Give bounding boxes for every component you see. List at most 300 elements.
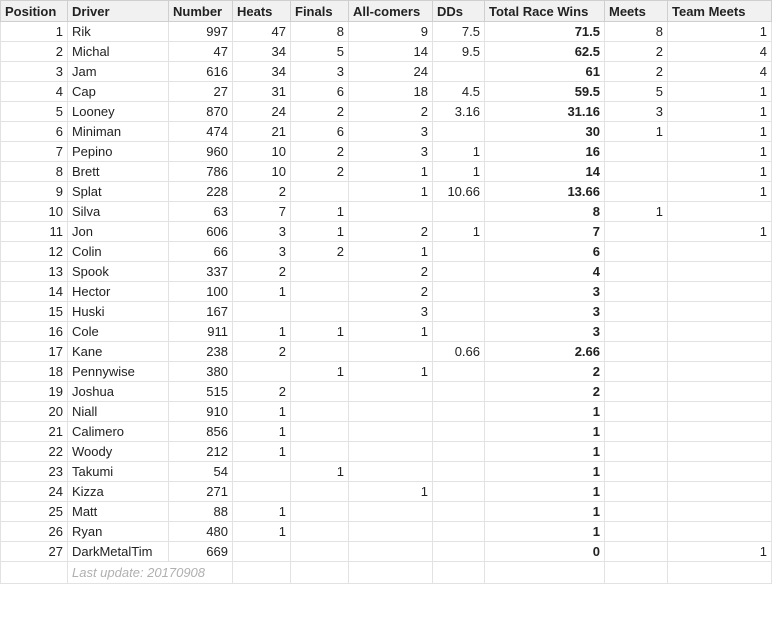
cell-driver[interactable]: Splat [68,182,169,202]
cell-number[interactable]: 167 [169,302,233,322]
last-update-note[interactable]: Last update: 20170908 [68,562,233,584]
cell-meets[interactable] [605,442,668,462]
cell-position[interactable]: 1 [1,22,68,42]
cell-number[interactable]: 66 [169,242,233,262]
cell-meets[interactable] [605,482,668,502]
cell-team-meets[interactable] [668,442,772,462]
cell-dds[interactable] [433,462,485,482]
cell-driver[interactable]: Kizza [68,482,169,502]
cell-driver[interactable]: Colin [68,242,169,262]
header-driver[interactable]: Driver [68,1,169,22]
cell-meets[interactable]: 8 [605,22,668,42]
cell-total-race-wins[interactable]: 3 [485,302,605,322]
cell-heats[interactable]: 3 [233,242,291,262]
cell-number[interactable]: 228 [169,182,233,202]
cell-dds[interactable]: 1 [433,222,485,242]
cell-meets[interactable] [605,342,668,362]
cell-driver[interactable]: Michal [68,42,169,62]
cell-all-comers[interactable]: 1 [349,362,433,382]
table-row [1,42,772,62]
cell-position[interactable]: 8 [1,162,68,182]
cell-driver[interactable]: Huski [68,302,169,322]
cell-team-meets[interactable]: 1 [668,182,772,202]
cell-all-comers[interactable]: 3 [349,122,433,142]
cell-team-meets[interactable]: 1 [668,102,772,122]
cell-total-race-wins[interactable]: 2.66 [485,342,605,362]
cell-team-meets[interactable] [668,482,772,502]
header-team-meets[interactable]: Team Meets [668,1,772,22]
cell-all-comers[interactable]: 1 [349,242,433,262]
cell-team-meets[interactable]: 4 [668,62,772,82]
cell-team-meets[interactable]: 1 [668,142,772,162]
cell-meets[interactable] [605,142,668,162]
cell-position[interactable]: 27 [1,542,68,562]
cell-all-comers[interactable]: 1 [349,482,433,502]
cell-heats[interactable]: 1 [233,522,291,542]
cell-meets[interactable] [605,162,668,182]
cell-dds[interactable]: 0.66 [433,342,485,362]
cell-all-comers[interactable] [349,422,433,442]
header-position[interactable]: Position [1,1,68,22]
cell-finals[interactable]: 2 [291,102,349,122]
cell-position[interactable]: 17 [1,342,68,362]
cell-finals[interactable]: 5 [291,42,349,62]
footer-cell[interactable] [605,562,668,584]
cell-all-comers[interactable]: 24 [349,62,433,82]
cell-total-race-wins[interactable]: 2 [485,382,605,402]
footer-cell[interactable] [291,562,349,584]
cell-meets[interactable] [605,522,668,542]
cell-heats[interactable] [233,482,291,502]
cell-dds[interactable]: 3.16 [433,102,485,122]
cell-driver[interactable]: Woody [68,442,169,462]
header-finals[interactable]: Finals [291,1,349,22]
cell-driver[interactable]: Ryan [68,522,169,542]
cell-heats[interactable]: 1 [233,422,291,442]
cell-dds[interactable] [433,362,485,382]
footer-row [1,562,772,584]
cell-position[interactable]: 5 [1,102,68,122]
cell-all-comers[interactable] [349,502,433,522]
cell-team-meets[interactable]: 1 [668,162,772,182]
cell-number[interactable]: 88 [169,502,233,522]
cell-position[interactable]: 19 [1,382,68,402]
cell-finals[interactable]: 6 [291,122,349,142]
cell-finals[interactable] [291,342,349,362]
cell-dds[interactable] [433,262,485,282]
cell-number[interactable]: 47 [169,42,233,62]
cell-position[interactable]: 10 [1,202,68,222]
cell-number[interactable]: 238 [169,342,233,362]
cell-dds[interactable] [433,122,485,142]
cell-dds[interactable] [433,382,485,402]
table-row [1,362,772,382]
cell-total-race-wins[interactable]: 16 [485,142,605,162]
cell-heats[interactable]: 24 [233,102,291,122]
cell-team-meets[interactable] [668,422,772,442]
cell-driver[interactable]: Niall [68,402,169,422]
cell-position[interactable]: 18 [1,362,68,382]
cell-number[interactable]: 515 [169,382,233,402]
cell-total-race-wins[interactable]: 71.5 [485,22,605,42]
cell-number[interactable]: 997 [169,22,233,42]
cell-position[interactable]: 15 [1,302,68,322]
cell-position[interactable]: 14 [1,282,68,302]
cell-position[interactable]: 21 [1,422,68,442]
cell-position[interactable]: 16 [1,322,68,342]
cell-all-comers[interactable]: 1 [349,322,433,342]
cell-heats[interactable]: 1 [233,442,291,462]
cell-number[interactable]: 474 [169,122,233,142]
cell-heats[interactable]: 10 [233,142,291,162]
cell-dds[interactable] [433,442,485,462]
cell-heats[interactable]: 1 [233,502,291,522]
cell-finals[interactable] [291,382,349,402]
cell-all-comers[interactable]: 2 [349,282,433,302]
table-row [1,162,772,182]
cell-position[interactable]: 12 [1,242,68,262]
cell-meets[interactable]: 1 [605,202,668,222]
cell-position[interactable]: 11 [1,222,68,242]
cell-total-race-wins[interactable]: 1 [485,422,605,442]
cell-finals[interactable]: 2 [291,242,349,262]
cell-number[interactable]: 63 [169,202,233,222]
cell-finals[interactable]: 1 [291,202,349,222]
cell-total-race-wins[interactable]: 8 [485,202,605,222]
cell-total-race-wins[interactable]: 7 [485,222,605,242]
cell-number[interactable]: 54 [169,462,233,482]
cell-position[interactable]: 6 [1,122,68,142]
cell-all-comers[interactable] [349,542,433,562]
cell-finals[interactable] [291,442,349,462]
table-row [1,142,772,162]
cell-total-race-wins[interactable]: 2 [485,362,605,382]
cell-all-comers[interactable]: 1 [349,162,433,182]
cell-total-race-wins[interactable]: 30 [485,122,605,142]
cell-team-meets[interactable] [668,502,772,522]
cell-driver[interactable]: Matt [68,502,169,522]
footer-cell[interactable] [233,562,291,584]
cell-total-race-wins[interactable]: 3 [485,282,605,302]
cell-driver[interactable]: Silva [68,202,169,222]
cell-all-comers[interactable]: 14 [349,42,433,62]
cell-driver[interactable]: Pepino [68,142,169,162]
cell-team-meets[interactable] [668,402,772,422]
cell-meets[interactable]: 2 [605,42,668,62]
cell-position[interactable]: 2 [1,42,68,62]
cell-finals[interactable] [291,282,349,302]
cell-driver[interactable]: Spook [68,262,169,282]
cell-all-comers[interactable]: 3 [349,302,433,322]
cell-heats[interactable] [233,362,291,382]
cell-team-meets[interactable] [668,242,772,262]
cell-dds[interactable] [433,522,485,542]
cell-position[interactable]: 7 [1,142,68,162]
cell-meets[interactable]: 3 [605,102,668,122]
cell-number[interactable]: 606 [169,222,233,242]
cell-total-race-wins[interactable]: 62.5 [485,42,605,62]
cell-position[interactable]: 9 [1,182,68,202]
cell-number[interactable]: 27 [169,82,233,102]
cell-team-meets[interactable] [668,202,772,222]
table-row [1,442,772,462]
cell-finals[interactable]: 8 [291,22,349,42]
cell-dds[interactable] [433,322,485,342]
cell-dds[interactable] [433,482,485,502]
cell-heats[interactable]: 2 [233,262,291,282]
cell-driver[interactable]: Jam [68,62,169,82]
cell-heats[interactable]: 21 [233,122,291,142]
cell-all-comers[interactable] [349,402,433,422]
cell-meets[interactable]: 5 [605,82,668,102]
cell-all-comers[interactable] [349,522,433,542]
cell-number[interactable]: 960 [169,142,233,162]
cell-total-race-wins[interactable]: 61 [485,62,605,82]
cell-all-comers[interactable] [349,442,433,462]
cell-heats[interactable]: 1 [233,402,291,422]
cell-team-meets[interactable] [668,282,772,302]
cell-total-race-wins[interactable]: 1 [485,462,605,482]
cell-driver[interactable]: Joshua [68,382,169,402]
cell-driver[interactable]: DarkMetalTim [68,542,169,562]
cell-number[interactable]: 856 [169,422,233,442]
cell-position[interactable]: 24 [1,482,68,502]
header-total-race-wins[interactable]: Total Race Wins [485,1,605,22]
cell-driver[interactable]: Looney [68,102,169,122]
cell-meets[interactable] [605,182,668,202]
footer-cell[interactable] [433,562,485,584]
cell-all-comers[interactable] [349,202,433,222]
cell-meets[interactable] [605,302,668,322]
cell-driver[interactable]: Kane [68,342,169,362]
cell-meets[interactable] [605,542,668,562]
cell-finals[interactable] [291,502,349,522]
cell-all-comers[interactable] [349,462,433,482]
cell-team-meets[interactable]: 1 [668,122,772,142]
cell-heats[interactable]: 7 [233,202,291,222]
cell-position[interactable]: 4 [1,82,68,102]
cell-position[interactable]: 3 [1,62,68,82]
cell-meets[interactable] [605,262,668,282]
cell-number[interactable]: 380 [169,362,233,382]
cell-total-race-wins[interactable]: 1 [485,482,605,502]
cell-position[interactable]: 22 [1,442,68,462]
cell-driver[interactable]: Pennywise [68,362,169,382]
cell-meets[interactable] [605,282,668,302]
cell-dds[interactable] [433,282,485,302]
cell-driver[interactable]: Jon [68,222,169,242]
cell-driver[interactable]: Miniman [68,122,169,142]
cell-driver[interactable]: Cole [68,322,169,342]
cell-all-comers[interactable]: 2 [349,262,433,282]
cell-finals[interactable]: 1 [291,222,349,242]
cell-heats[interactable]: 1 [233,322,291,342]
cell-all-comers[interactable]: 18 [349,82,433,102]
table-row [1,462,772,482]
cell-heats[interactable]: 3 [233,222,291,242]
footer-cell[interactable] [349,562,433,584]
cell-total-race-wins[interactable]: 0 [485,542,605,562]
cell-number[interactable]: 669 [169,542,233,562]
cell-dds[interactable]: 7.5 [433,22,485,42]
cell-all-comers[interactable]: 3 [349,142,433,162]
cell-dds[interactable] [433,502,485,522]
cell-number[interactable]: 212 [169,442,233,462]
cell-team-meets[interactable]: 1 [668,222,772,242]
cell-all-comers[interactable]: 1 [349,182,433,202]
cell-position[interactable]: 13 [1,262,68,282]
header-dds[interactable]: DDs [433,1,485,22]
footer-cell[interactable] [668,562,772,584]
cell-number[interactable]: 100 [169,282,233,302]
cell-finals[interactable] [291,302,349,322]
cell-meets[interactable] [605,402,668,422]
cell-dds[interactable]: 1 [433,142,485,162]
cell-heats[interactable]: 2 [233,342,291,362]
cell-total-race-wins[interactable]: 6 [485,242,605,262]
cell-dds[interactable] [433,62,485,82]
cell-team-meets[interactable] [668,302,772,322]
table-row [1,82,772,102]
table-row [1,422,772,442]
cell-team-meets[interactable] [668,462,772,482]
cell-team-meets[interactable] [668,342,772,362]
footer-cell[interactable] [1,562,68,584]
cell-team-meets[interactable]: 1 [668,22,772,42]
cell-finals[interactable]: 1 [291,362,349,382]
cell-finals[interactable]: 2 [291,142,349,162]
cell-meets[interactable] [605,462,668,482]
cell-total-race-wins[interactable]: 1 [485,402,605,422]
cell-finals[interactable]: 1 [291,462,349,482]
cell-total-race-wins[interactable]: 14 [485,162,605,182]
cell-meets[interactable] [605,422,668,442]
cell-dds[interactable]: 4.5 [433,82,485,102]
cell-heats[interactable]: 34 [233,62,291,82]
cell-total-race-wins[interactable]: 59.5 [485,82,605,102]
cell-number[interactable]: 271 [169,482,233,502]
cell-number[interactable]: 786 [169,162,233,182]
cell-meets[interactable] [605,322,668,342]
cell-dds[interactable] [433,202,485,222]
cell-meets[interactable] [605,242,668,262]
cell-driver[interactable]: Brett [68,162,169,182]
cell-total-race-wins[interactable]: 31.16 [485,102,605,122]
cell-meets[interactable] [605,382,668,402]
cell-dds[interactable] [433,242,485,262]
cell-all-comers[interactable]: 9 [349,22,433,42]
cell-finals[interactable] [291,262,349,282]
cell-finals[interactable] [291,482,349,502]
cell-heats[interactable]: 47 [233,22,291,42]
cell-driver[interactable]: Takumi [68,462,169,482]
cell-meets[interactable]: 2 [605,62,668,82]
cell-team-meets[interactable]: 4 [668,42,772,62]
cell-position[interactable]: 25 [1,502,68,522]
cell-team-meets[interactable] [668,382,772,402]
cell-dds[interactable] [433,422,485,442]
table-row [1,322,772,342]
cell-driver[interactable]: Cap [68,82,169,102]
cell-number[interactable]: 870 [169,102,233,122]
cell-dds[interactable] [433,542,485,562]
cell-finals[interactable]: 2 [291,162,349,182]
cell-meets[interactable] [605,362,668,382]
cell-total-race-wins[interactable]: 13.66 [485,182,605,202]
cell-all-comers[interactable] [349,382,433,402]
cell-total-race-wins[interactable]: 1 [485,442,605,462]
cell-number[interactable]: 616 [169,62,233,82]
cell-dds[interactable] [433,402,485,422]
cell-all-comers[interactable]: 2 [349,102,433,122]
cell-finals[interactable] [291,402,349,422]
cell-finals[interactable] [291,522,349,542]
cell-position[interactable]: 23 [1,462,68,482]
header-heats[interactable]: Heats [233,1,291,22]
cell-heats[interactable]: 2 [233,182,291,202]
table-row [1,222,772,242]
cell-meets[interactable] [605,222,668,242]
cell-heats[interactable] [233,302,291,322]
cell-driver[interactable]: Rik [68,22,169,42]
cell-team-meets[interactable]: 1 [668,82,772,102]
cell-heats[interactable]: 2 [233,382,291,402]
cell-position[interactable]: 20 [1,402,68,422]
cell-all-comers[interactable]: 2 [349,222,433,242]
header-meets[interactable]: Meets [605,1,668,22]
cell-team-meets[interactable] [668,262,772,282]
cell-team-meets[interactable] [668,362,772,382]
cell-dds[interactable]: 9.5 [433,42,485,62]
cell-total-race-wins[interactable]: 3 [485,322,605,342]
cell-finals[interactable]: 1 [291,322,349,342]
cell-team-meets[interactable] [668,522,772,542]
footer-cell[interactable] [485,562,605,584]
cell-team-meets[interactable] [668,322,772,342]
cell-dds[interactable]: 10.66 [433,182,485,202]
cell-total-race-wins[interactable]: 1 [485,502,605,522]
cell-finals[interactable]: 3 [291,62,349,82]
cell-total-race-wins[interactable]: 4 [485,262,605,282]
cell-heats[interactable] [233,462,291,482]
cell-all-comers[interactable] [349,342,433,362]
cell-meets[interactable]: 1 [605,122,668,142]
cell-dds[interactable]: 1 [433,162,485,182]
cell-finals[interactable]: 6 [291,82,349,102]
cell-driver[interactable]: Calimero [68,422,169,442]
cell-position[interactable]: 26 [1,522,68,542]
cell-driver[interactable]: Hector [68,282,169,302]
cell-finals[interactable] [291,422,349,442]
header-all-comers[interactable]: All-comers [349,1,433,22]
cell-heats[interactable]: 1 [233,282,291,302]
cell-heats[interactable]: 31 [233,82,291,102]
cell-number[interactable]: 337 [169,262,233,282]
cell-finals[interactable] [291,182,349,202]
cell-heats[interactable]: 34 [233,42,291,62]
cell-heats[interactable] [233,542,291,562]
cell-number[interactable]: 910 [169,402,233,422]
cell-dds[interactable] [433,302,485,322]
cell-meets[interactable] [605,502,668,522]
cell-finals[interactable] [291,542,349,562]
cell-number[interactable]: 480 [169,522,233,542]
cell-team-meets[interactable]: 1 [668,542,772,562]
header-number[interactable]: Number [169,1,233,22]
cell-heats[interactable]: 10 [233,162,291,182]
cell-total-race-wins[interactable]: 1 [485,522,605,542]
cell-number[interactable]: 911 [169,322,233,342]
